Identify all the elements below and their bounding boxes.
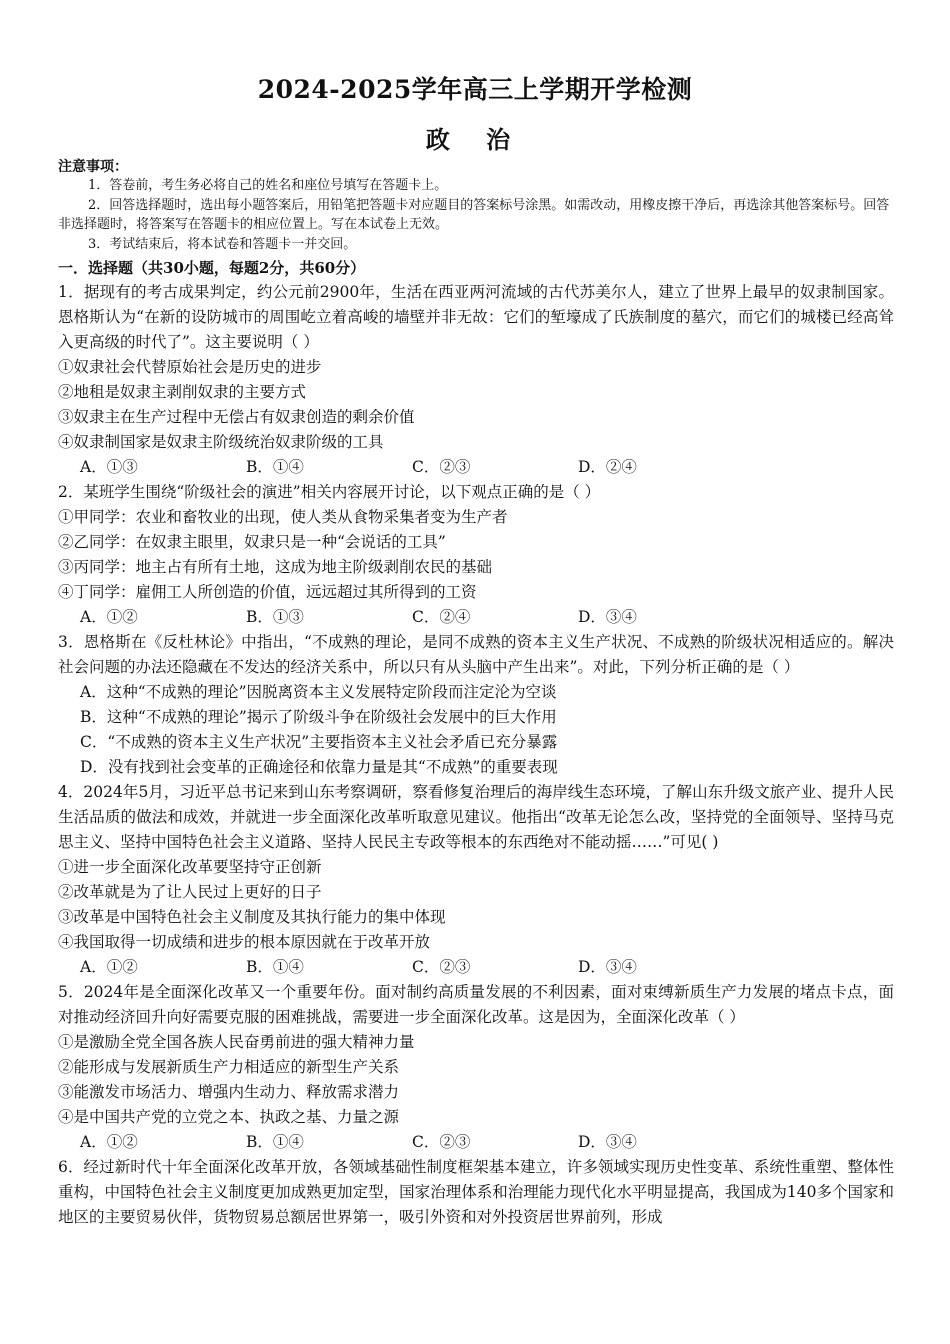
question-5	[58, 980, 894, 1155]
choice-a: A．①③	[80, 458, 138, 476]
choice-a: A．这种“不成熟的理论”因脱离资本主义发展特定阶段而注定沦为空谈	[80, 683, 557, 701]
question-stem: 6．经过新时代十年全面深化改革开放，各领域基础性制度框架基本建立，许多领域实现历史性变革、系统性重塑、整体性重构，中国特色社会主义制度更加成熟更加定型，国家治理体系和治理能力现代化水平明显提高，我国成为140多个国家和地区的主要贸易伙伴，货物贸易总额居世界第一，吸引外资和对外投资居世界前列，形成	[58, 1158, 894, 1226]
choice-c: C．②③	[412, 958, 471, 976]
statement-option: ④丁同学：雇佣工人所创造的价值，远远超过其所得到的工资	[58, 583, 477, 601]
section-heading: 一．选择题（共30小题，每题2分，共60分）	[58, 259, 366, 277]
question-3	[58, 630, 894, 780]
choice-d: D．③④	[578, 1133, 637, 1151]
choice-c: C．②③	[412, 458, 471, 476]
statement-option: ④是中国共产党的立党之本、执政之基、力量之源	[58, 1108, 400, 1126]
question-stem: 3．恩格斯在《反杜林论》中指出，“不成熟的理论，是同不成熟的资本主义生产状况、不成熟的阶级状况相适应的。解决社会问题的办法还隐藏在不发达的经济关系中，所以只有从头脑中产生出来”。对此，下列分析正确的是（ ）	[58, 633, 894, 676]
choice-d: D．③④	[578, 608, 637, 626]
notice-item: 3．考试结束后，将本试卷和答题卡一并交回。	[88, 236, 357, 252]
statement-option: ②地租是奴隶主剥削奴隶的主要方式	[58, 383, 307, 401]
statement-option: ④我国取得一切成绩和进步的根本原因就在于改革开放	[58, 933, 431, 951]
statement-option: ①是激励全党全国各族人民奋勇前进的强大精神力量	[58, 1033, 415, 1051]
statement-option: ②乙同学：在奴隶主眼里，奴隶只是一种“会说话的工具”	[58, 533, 446, 551]
statement-option: ②能形成与发展新质生产力相适应的新型生产关系	[58, 1058, 400, 1076]
statement-option: ①奴隶社会代替原始社会是历史的进步	[58, 358, 322, 376]
choice-b: B．这种“不成熟的理论”揭示了阶级斗争在阶级社会发展中的巨大作用	[80, 708, 557, 726]
question-2	[58, 480, 894, 630]
statement-option: ③改革是中国特色社会主义制度及其执行能力的集中体现	[58, 908, 446, 926]
question-stem: 1．据现有的考古成果判定，约公元前2900年，生活在西亚两河流域的古代苏美尔人，建立了世界上最早的奴隶制国家。恩格斯认为“在新的设防城市的周围屹立着高峻的墙壁并非无故：它们的堑壕成了氏族制度的墓穴，而它们的城楼已经高耸入更高级的时代了”。这主要说明（ ）	[58, 283, 894, 351]
statement-option: ③丙同学：地主占有所有土地，这成为地主阶级剥削农民的基础	[58, 558, 493, 576]
notice-item: 1．答卷前，考生务必将自己的姓名和座位号填写在答题卡上。	[88, 178, 448, 193]
choice-d: D．③④	[578, 958, 637, 976]
statement-option: ③奴隶主在生产过程中无偿占有奴隶创造的剩余价值	[58, 408, 415, 426]
statement-option: ②改革就是为了让人民过上更好的日子	[58, 883, 322, 901]
choice-b: B．①④	[246, 458, 304, 476]
question-stem: 2．某班学生围绕“阶级社会的演进”相关内容展开讨论，以下观点正确的是（ ）	[58, 483, 601, 501]
question-4	[58, 780, 894, 980]
choice-d: D．②④	[578, 458, 637, 476]
notice-item: 2．回答选择题时，选出每小题答案后，用铅笔把答题卡对应题目的答案标号涂黑。如需改动，用橡皮擦干净后，再选涂其他答案标号。回答非选择题时，将答案写在答题卡的相应位置上。写在本试卷上无效。	[58, 197, 890, 232]
answer-choices	[58, 605, 894, 630]
question-stem: 5．2024年是全面深化改革又一个重要年份。面对制约高质量发展的不利因素，面对束缚新质生产力发展的堵点卡点，面对推动经济回升向好需要克服的困难挑战，需要进一步全面深化改革。这是因为，全面深化改革（ ）	[58, 983, 894, 1026]
choice-a: A．①②	[80, 958, 138, 976]
statement-option: ①甲同学：农业和畜牧业的出现，使人类从食物采集者变为生产者	[58, 508, 508, 526]
choice-a: A．①②	[80, 608, 138, 626]
question-6	[58, 1155, 894, 1230]
statement-option: ④奴隶制国家是奴隶主阶级统治奴隶阶级的工具	[58, 433, 384, 451]
answer-choices	[58, 955, 894, 980]
exam-content	[58, 158, 894, 1230]
subject-title: 政 治	[425, 125, 525, 154]
choice-d: D．没有找到社会变革的正确途径和依靠力量是其“不成熟”的重要表现	[80, 758, 558, 776]
question-1	[58, 280, 894, 480]
question-stem: 4．2024年5月，习近平总书记来到山东考察调研，察看修复治理后的海岸线生态环境，了解山东升级文旅产业、提升人民生活品质的做法和成效，并就进一步全面深化改革听取意见建议。他指出“改革无论怎么改，坚持党的全面领导、坚持马克思主义、坚持中国特色社会主义道路、坚持人民民主专政等根本的东西绝对不能动摇……”可见( )	[58, 783, 894, 851]
answer-choices	[58, 455, 894, 480]
choice-c: C．②④	[412, 608, 471, 626]
choice-c: C．“不成熟的资本主义生产状况”主要指资本主义社会矛盾已充分暴露	[80, 733, 558, 751]
choice-b: B．①④	[246, 1133, 304, 1151]
answer-choices	[58, 1130, 894, 1155]
notice-heading: 注意事项：	[58, 159, 128, 175]
statement-option: ①进一步全面深化改革要坚持守正创新	[58, 858, 322, 876]
choice-a: A．①②	[80, 1133, 138, 1151]
exam-title: 2024-2025学年高三上学期开学检测	[257, 75, 693, 104]
statement-option: ③能激发市场活力、增强内生动力、释放需求潜力	[58, 1083, 400, 1101]
choice-c: C．②③	[412, 1133, 471, 1151]
choice-b: B．①④	[246, 958, 304, 976]
choice-b: B．①③	[246, 608, 304, 626]
